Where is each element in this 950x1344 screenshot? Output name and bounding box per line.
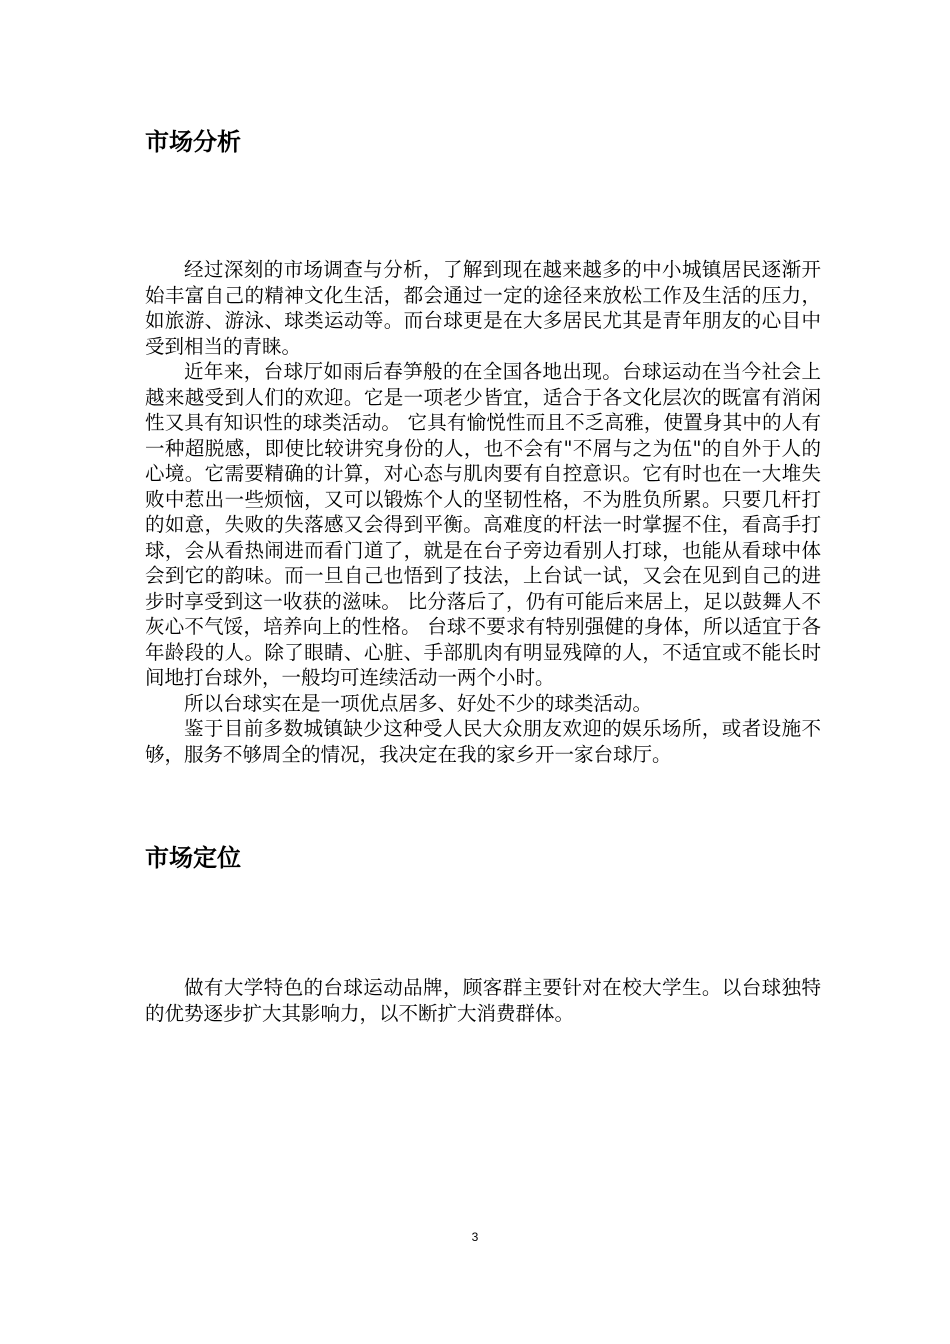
paragraph-line: 始丰富自己的精神文化生活，都会通过一定的途径来放松工作及生活的压力， bbox=[145, 283, 821, 307]
paragraph-line: 的如意，失败的失落感又会得到平衡。高难度的杆法一时掌握不住，看高手打 bbox=[145, 513, 821, 536]
paragraph-line: 够，服务不够周全的情况，我决定在我的家乡开一家台球厅。 bbox=[145, 742, 672, 766]
section-body-market-positioning bbox=[145, 975, 821, 1026]
section-heading-market-positioning: 市场定位 bbox=[145, 844, 241, 872]
paragraph-line: 鉴于目前多数城镇缺少这种受人民大众朋友欢迎的娱乐场所，或者设施不 bbox=[184, 717, 821, 740]
paragraph-line: 年龄段的人。除了眼睛、心脏、手部肌肉有明显残障的人，不适宜或不能长时 bbox=[145, 640, 821, 664]
section-body-market-analysis bbox=[145, 257, 821, 767]
paragraph-line: 一种超脱感，即使比较讲究身份的人，也不会有"不屑与之为伍"的自外于人的 bbox=[145, 436, 821, 460]
paragraph-line: 如旅游、游泳、球类运动等。而台球更是在大多居民尤其是青年朋友的心目中 bbox=[145, 309, 821, 332]
section-heading-market-analysis: 市场分析 bbox=[145, 128, 241, 156]
paragraph-line: 经过深刻的市场调查与分析，了解到现在越来越多的中小城镇居民逐渐开 bbox=[184, 258, 821, 281]
paragraph-line: 球，会从看热闹进而看门道了，就是在台子旁边看别人打球，也能从看球中体 bbox=[145, 538, 821, 562]
paragraph-line: 所以台球实在是一项优点居多、好处不少的球类活动。 bbox=[184, 691, 653, 715]
paragraph-line: 越来越受到人们的欢迎。它是一项老少皆宜，适合于各文化层次的既富有消闲 bbox=[145, 385, 821, 409]
paragraph bbox=[145, 975, 821, 1026]
paragraph-line: 心境。它需要精确的计算，对心态与肌肉要有自控意识。它有时也在一大堆失 bbox=[145, 462, 821, 485]
paragraph-line: 会到它的韵味。而一旦自己也悟到了技法，上台试一试，又会在见到自己的进 bbox=[145, 564, 821, 587]
paragraph-line: 做有大学特色的台球运动品牌，顾客群主要针对在校大学生。以台球独特 bbox=[184, 976, 821, 999]
paragraph-line: 步时享受到这一收获的滋味。 比分落后了，仍有可能后来居上，足以鼓舞人不 bbox=[145, 589, 821, 613]
paragraph bbox=[145, 257, 821, 359]
paragraph-line: 近年来，台球厅如雨后春笋般的在全国各地出现。台球运动在当今社会上 bbox=[184, 360, 821, 383]
paragraph-line: 灰心不气馁，培养向上的性格。 台球不要求有特别强健的身体，所以适宜于各 bbox=[145, 615, 821, 638]
paragraph bbox=[145, 716, 821, 767]
paragraph-line: 性又具有知识性的球类活动。 它具有愉悦性而且不乏高雅，使置身其中的人有 bbox=[145, 411, 821, 434]
paragraph-line: 败中惹出一些烦恼，又可以锻炼个人的坚韧性格，不为胜负所累。只要几杆打 bbox=[145, 487, 821, 511]
paragraph-line: 间地打台球外，一般均可连续活动一两个小时。 bbox=[145, 666, 555, 689]
paragraph bbox=[145, 691, 821, 717]
paragraph-line: 的优势逐步扩大其影响力，以不断扩大消费群体。 bbox=[145, 1001, 575, 1025]
paragraph bbox=[145, 359, 821, 691]
page-number: 3 bbox=[471, 1230, 479, 1244]
paragraph-line: 受到相当的青睐。 bbox=[145, 334, 302, 358]
